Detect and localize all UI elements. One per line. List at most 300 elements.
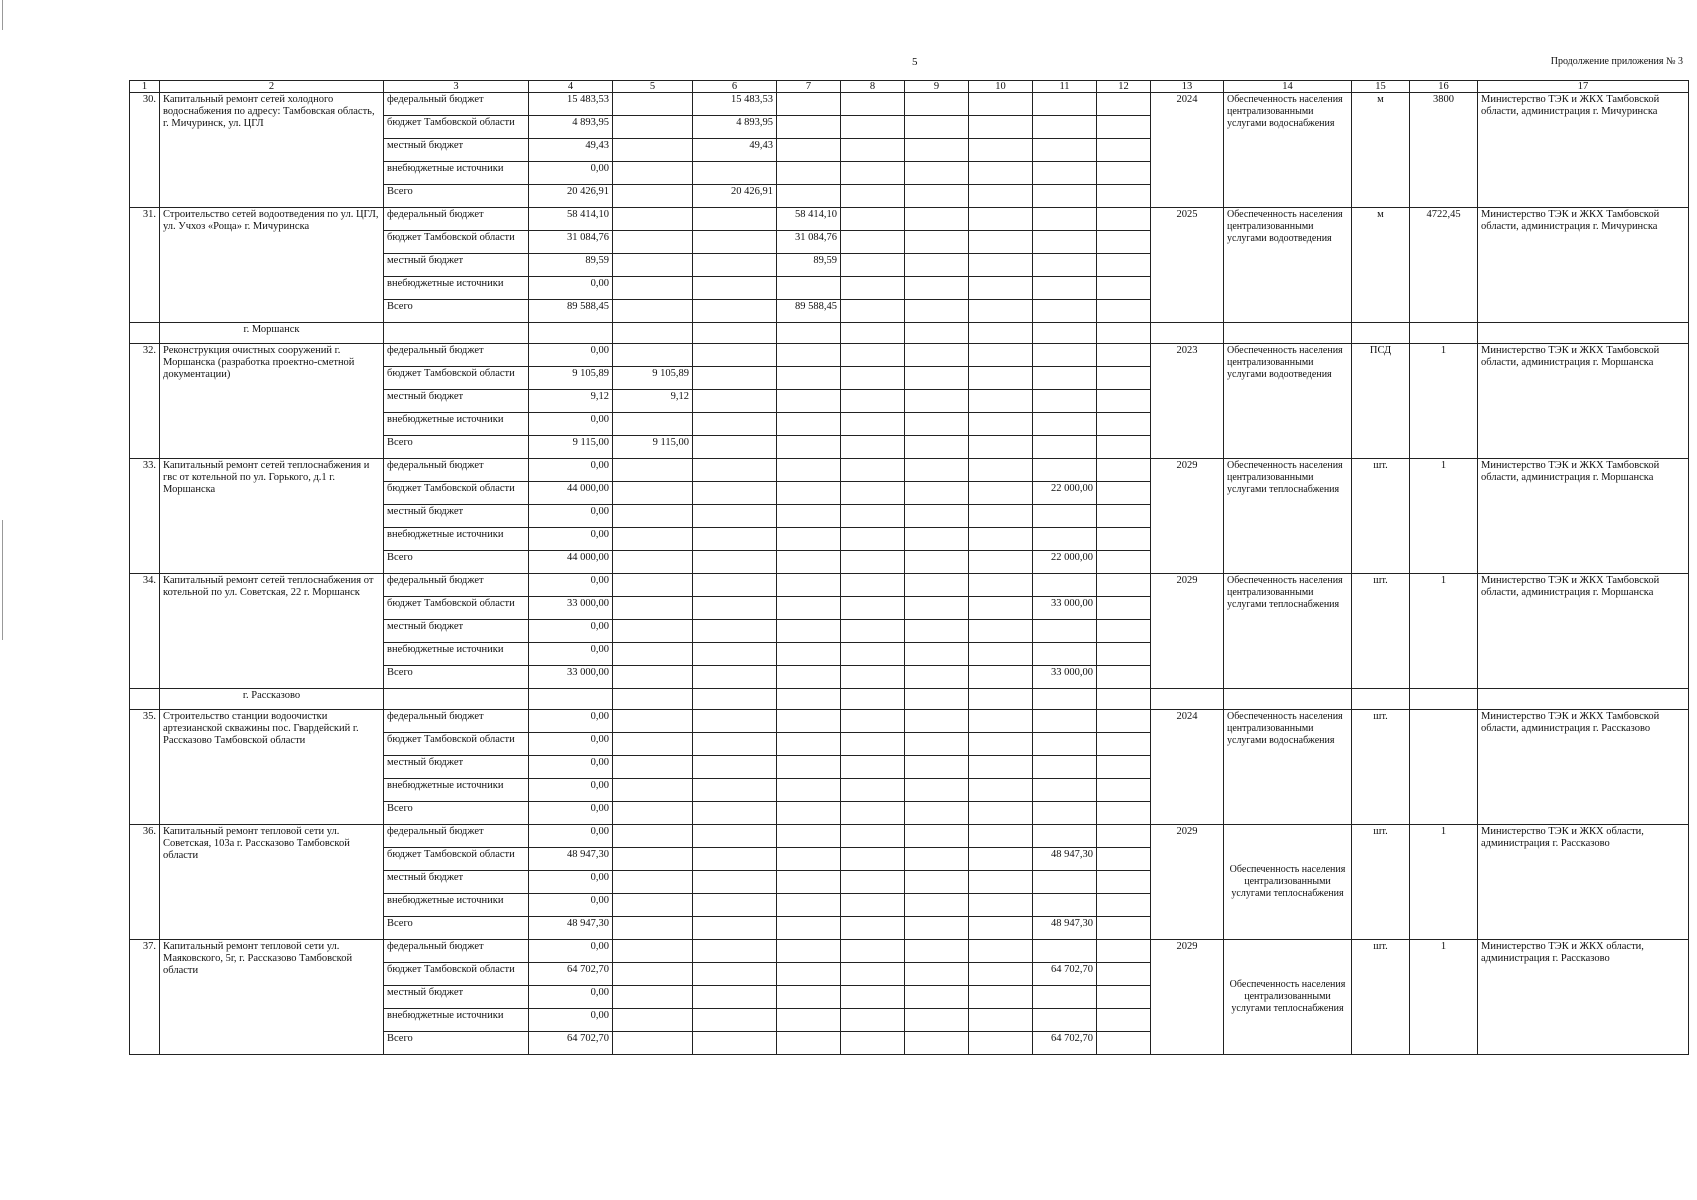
amount-col-12 (1097, 139, 1151, 162)
funding-source: федеральный бюджет (384, 940, 529, 963)
amount-col-7 (777, 390, 841, 413)
amount-col-6 (693, 300, 777, 323)
column-number-13: 13 (1151, 81, 1224, 93)
amount-col-10 (969, 620, 1033, 643)
executor: Министерство ТЭК и ЖКХ Тамбовской области, администрация г. Рассказово (1478, 710, 1689, 825)
empty-cell (613, 323, 693, 344)
amount-col-7 (777, 551, 841, 574)
empty-cell (1151, 323, 1224, 344)
amount-col-6 (693, 413, 777, 436)
amount-col-7 (777, 871, 841, 894)
amount-col-7 (777, 528, 841, 551)
amount-col-9 (905, 528, 969, 551)
amount-col-8 (841, 756, 905, 779)
amount-col-8 (841, 162, 905, 185)
unit: шт. (1352, 574, 1410, 689)
indicator: Обеспеченность населения централизованными услугами водоотведения (1224, 344, 1352, 459)
table-row (130, 459, 1689, 482)
amount-col-6 (693, 620, 777, 643)
amount-col-7 (777, 620, 841, 643)
city-heading: г. Моршанск (160, 323, 384, 344)
amount-col-10 (969, 986, 1033, 1009)
amount-col-10 (969, 459, 1033, 482)
amount-total: 9 105,89 (529, 367, 613, 390)
amount-col-10 (969, 643, 1033, 666)
amount-col-6: 49,43 (693, 139, 777, 162)
item-name: Строительство сетей водоотведения по ул. ЦГЛ, ул. Учхоз «Роща» г. Мичуринска (160, 208, 384, 323)
amount-col-9 (905, 185, 969, 208)
amount-col-12 (1097, 505, 1151, 528)
indicator-value: 1 (1410, 940, 1478, 1055)
table-row (130, 93, 1689, 116)
executor: Министерство ТЭК и ЖКХ области, администрация г. Рассказово (1478, 940, 1689, 1055)
amount-col-5: 9 105,89 (613, 367, 693, 390)
amount-col-6 (693, 254, 777, 277)
indicator: Обеспеченность населения централизованными услугами теплоснабжения (1224, 940, 1352, 1055)
amount-total: 15 483,53 (529, 93, 613, 116)
executor: Министерство ТЭК и ЖКХ Тамбовской области, администрация г. Моршанска (1478, 459, 1689, 574)
amount-col-7 (777, 1032, 841, 1055)
amount-col-5 (613, 505, 693, 528)
amount-col-6 (693, 756, 777, 779)
amount-total: 0,00 (529, 413, 613, 436)
amount-col-8 (841, 367, 905, 390)
amount-col-10 (969, 367, 1033, 390)
amount-col-8 (841, 940, 905, 963)
amount-col-11 (1033, 459, 1097, 482)
amount-col-7 (777, 940, 841, 963)
amount-total: 4 893,95 (529, 116, 613, 139)
amount-col-10 (969, 300, 1033, 323)
item-number: 30. (130, 93, 160, 208)
amount-col-11 (1033, 162, 1097, 185)
item-name: Капитальный ремонт тепловой сети ул. Маяковского, 5г, г. Рассказово Тамбовской области (160, 940, 384, 1055)
amount-col-6 (693, 436, 777, 459)
amount-col-8 (841, 894, 905, 917)
city-section-row (130, 323, 1689, 344)
amount-col-6 (693, 162, 777, 185)
amount-col-11 (1033, 574, 1097, 597)
amount-col-12 (1097, 367, 1151, 390)
amount-col-5 (613, 139, 693, 162)
amount-col-7 (777, 802, 841, 825)
amount-col-5 (613, 300, 693, 323)
header-row (130, 81, 1689, 93)
amount-col-7 (777, 963, 841, 986)
indicator-value: 1 (1410, 459, 1478, 574)
indicator-value: 1 (1410, 574, 1478, 689)
amount-col-12 (1097, 231, 1151, 254)
amount-col-7 (777, 597, 841, 620)
amount-col-5 (613, 871, 693, 894)
empty-cell (1224, 323, 1352, 344)
amount-col-7 (777, 756, 841, 779)
empty-cell (777, 689, 841, 710)
amount-col-12 (1097, 1032, 1151, 1055)
amount-total: 0,00 (529, 756, 613, 779)
executor: Министерство ТЭК и ЖКХ Тамбовской области, администрация г. Мичуринска (1478, 208, 1689, 323)
empty-cell (905, 323, 969, 344)
amount-col-8 (841, 1032, 905, 1055)
amount-total: 0,00 (529, 643, 613, 666)
amount-col-11 (1033, 208, 1097, 231)
amount-col-12 (1097, 413, 1151, 436)
item-number: 35. (130, 710, 160, 825)
funding-source: местный бюджет (384, 505, 529, 528)
funding-source: внебюджетные источники (384, 162, 529, 185)
amount-col-5 (613, 116, 693, 139)
table-body (130, 81, 1689, 1055)
amount-total: 0,00 (529, 574, 613, 597)
empty-cell (969, 323, 1033, 344)
table-row (130, 208, 1689, 231)
amount-col-10 (969, 116, 1033, 139)
executor: Министерство ТЭК и ЖКХ области, администрация г. Рассказово (1478, 825, 1689, 940)
amount-col-5 (613, 231, 693, 254)
amount-col-12 (1097, 917, 1151, 940)
amount-total: 48 947,30 (529, 917, 613, 940)
amount-total: 0,00 (529, 505, 613, 528)
amount-col-6 (693, 505, 777, 528)
amount-col-9 (905, 825, 969, 848)
amount-col-11 (1033, 436, 1097, 459)
scan-edge-mark (2, 0, 3, 30)
funding-source: внебюджетные источники (384, 528, 529, 551)
unit: шт. (1352, 459, 1410, 574)
amount-col-11 (1033, 733, 1097, 756)
empty-cell (1478, 323, 1689, 344)
unit: ПСД (1352, 344, 1410, 459)
empty-cell (1224, 689, 1352, 710)
indicator-value: 4722,45 (1410, 208, 1478, 323)
amount-col-5 (613, 917, 693, 940)
amount-col-10 (969, 277, 1033, 300)
amount-col-11 (1033, 413, 1097, 436)
amount-col-11 (1033, 894, 1097, 917)
amount-col-8 (841, 413, 905, 436)
amount-col-6 (693, 390, 777, 413)
amount-col-11 (1033, 344, 1097, 367)
amount-col-7 (777, 277, 841, 300)
amount-col-5 (613, 597, 693, 620)
amount-col-5: 9,12 (613, 390, 693, 413)
column-number-6: 6 (693, 81, 777, 93)
amount-col-6 (693, 779, 777, 802)
amount-col-9 (905, 277, 969, 300)
amount-total: 89,59 (529, 254, 613, 277)
amount-col-7 (777, 436, 841, 459)
funding-source: бюджет Тамбовской области (384, 367, 529, 390)
amount-col-12 (1097, 528, 1151, 551)
amount-col-12 (1097, 894, 1151, 917)
amount-col-12 (1097, 710, 1151, 733)
amount-total: 9 115,00 (529, 436, 613, 459)
amount-col-9 (905, 802, 969, 825)
amount-col-9 (905, 208, 969, 231)
amount-col-12 (1097, 848, 1151, 871)
amount-total: 0,00 (529, 1009, 613, 1032)
amount-col-7 (777, 710, 841, 733)
amount-col-9 (905, 963, 969, 986)
indicator-value (1410, 710, 1478, 825)
unit: м (1352, 208, 1410, 323)
amount-col-8 (841, 482, 905, 505)
amount-col-7 (777, 413, 841, 436)
empty-cell (529, 689, 613, 710)
empty-cell (384, 323, 529, 344)
funding-source: федеральный бюджет (384, 710, 529, 733)
executor: Министерство ТЭК и ЖКХ Тамбовской области, администрация г. Моршанска (1478, 574, 1689, 689)
amount-total: 58 414,10 (529, 208, 613, 231)
amount-col-11: 48 947,30 (1033, 917, 1097, 940)
amount-col-8 (841, 300, 905, 323)
column-number-15: 15 (1352, 81, 1410, 93)
amount-col-11: 33 000,00 (1033, 666, 1097, 689)
indicator-value: 3800 (1410, 93, 1478, 208)
indicator: Обеспеченность населения централизованными услугами водоснабжения (1224, 93, 1352, 208)
amount-col-10 (969, 574, 1033, 597)
amount-col-6 (693, 482, 777, 505)
amount-col-5 (613, 185, 693, 208)
amount-col-10 (969, 802, 1033, 825)
amount-col-5: 9 115,00 (613, 436, 693, 459)
amount-col-9 (905, 459, 969, 482)
amount-col-12 (1097, 93, 1151, 116)
empty-cell (1033, 323, 1097, 344)
item-number: 33. (130, 459, 160, 574)
amount-col-11 (1033, 710, 1097, 733)
amount-col-8 (841, 871, 905, 894)
completion-year: 2029 (1151, 940, 1224, 1055)
amount-col-11 (1033, 390, 1097, 413)
amount-col-10 (969, 1032, 1033, 1055)
table-row (130, 344, 1689, 367)
amount-col-7 (777, 733, 841, 756)
amount-col-11 (1033, 277, 1097, 300)
amount-col-5 (613, 1009, 693, 1032)
amount-col-10 (969, 779, 1033, 802)
amount-col-6: 20 426,91 (693, 185, 777, 208)
amount-col-7 (777, 162, 841, 185)
funding-source: федеральный бюджет (384, 208, 529, 231)
city-heading: г. Рассказово (160, 689, 384, 710)
amount-col-9 (905, 231, 969, 254)
program-table (129, 80, 1689, 1055)
amount-col-7 (777, 139, 841, 162)
amount-col-11 (1033, 871, 1097, 894)
amount-col-11 (1033, 940, 1097, 963)
amount-col-10 (969, 162, 1033, 185)
amount-col-5 (613, 779, 693, 802)
amount-col-6 (693, 733, 777, 756)
amount-col-11 (1033, 756, 1097, 779)
amount-col-7 (777, 666, 841, 689)
funding-source: Всего (384, 436, 529, 459)
column-number-2: 2 (160, 81, 384, 93)
amount-col-5 (613, 643, 693, 666)
unit: шт. (1352, 940, 1410, 1055)
amount-total: 0,00 (529, 802, 613, 825)
completion-year: 2023 (1151, 344, 1224, 459)
funding-source: местный бюджет (384, 871, 529, 894)
amount-col-11 (1033, 779, 1097, 802)
table-row (130, 940, 1689, 963)
amount-col-6 (693, 802, 777, 825)
indicator: Обеспеченность населения централизованными услугами теплоснабжения (1224, 825, 1352, 940)
amount-total: 0,00 (529, 528, 613, 551)
amount-col-10 (969, 848, 1033, 871)
amount-col-10 (969, 917, 1033, 940)
amount-total: 0,00 (529, 710, 613, 733)
amount-col-7 (777, 848, 841, 871)
amount-total: 20 426,91 (529, 185, 613, 208)
amount-col-6 (693, 528, 777, 551)
amount-col-11 (1033, 505, 1097, 528)
funding-source: внебюджетные источники (384, 413, 529, 436)
amount-total: 0,00 (529, 825, 613, 848)
indicator: Обеспеченность населения централизованными услугами теплоснабжения (1224, 574, 1352, 689)
amount-col-5 (613, 620, 693, 643)
amount-col-9 (905, 756, 969, 779)
amount-col-5 (613, 551, 693, 574)
amount-col-5 (613, 459, 693, 482)
item-number: 37. (130, 940, 160, 1055)
funding-source: Всего (384, 666, 529, 689)
amount-col-9 (905, 620, 969, 643)
amount-col-11 (1033, 254, 1097, 277)
amount-col-10 (969, 825, 1033, 848)
amount-col-8 (841, 505, 905, 528)
amount-col-7 (777, 367, 841, 390)
amount-total: 0,00 (529, 894, 613, 917)
amount-col-8 (841, 185, 905, 208)
amount-col-6 (693, 894, 777, 917)
amount-col-5 (613, 940, 693, 963)
funding-source: федеральный бюджет (384, 574, 529, 597)
amount-col-12 (1097, 436, 1151, 459)
amount-col-11: 64 702,70 (1033, 1032, 1097, 1055)
amount-col-8 (841, 802, 905, 825)
amount-col-10 (969, 344, 1033, 367)
amount-col-10 (969, 666, 1033, 689)
column-number-12: 12 (1097, 81, 1151, 93)
indicator-value: 1 (1410, 344, 1478, 459)
amount-col-10 (969, 710, 1033, 733)
table-row (130, 710, 1689, 733)
amount-col-8 (841, 986, 905, 1009)
amount-col-9 (905, 666, 969, 689)
funding-source: федеральный бюджет (384, 344, 529, 367)
amount-col-6 (693, 277, 777, 300)
amount-col-11: 22 000,00 (1033, 551, 1097, 574)
amount-col-10 (969, 597, 1033, 620)
amount-col-12 (1097, 963, 1151, 986)
unit: м (1352, 93, 1410, 208)
amount-total: 0,00 (529, 871, 613, 894)
amount-col-5 (613, 802, 693, 825)
completion-year: 2025 (1151, 208, 1224, 323)
amount-col-6 (693, 643, 777, 666)
empty-cell (1352, 689, 1410, 710)
amount-col-12 (1097, 574, 1151, 597)
amount-col-9 (905, 344, 969, 367)
amount-col-12 (1097, 390, 1151, 413)
amount-col-8 (841, 231, 905, 254)
indicator: Обеспеченность населения централизованными услугами водоснабжения (1224, 710, 1352, 825)
amount-col-9 (905, 597, 969, 620)
amount-col-9 (905, 986, 969, 1009)
amount-col-8 (841, 344, 905, 367)
amount-col-10 (969, 894, 1033, 917)
funding-source: Всего (384, 1032, 529, 1055)
amount-col-11 (1033, 825, 1097, 848)
amount-col-5 (613, 482, 693, 505)
amount-col-12 (1097, 482, 1151, 505)
empty-cell (130, 323, 160, 344)
amount-col-12 (1097, 551, 1151, 574)
amount-total: 0,00 (529, 162, 613, 185)
completion-year: 2029 (1151, 825, 1224, 940)
city-section-row (130, 689, 1689, 710)
amount-col-11 (1033, 231, 1097, 254)
column-number-8: 8 (841, 81, 905, 93)
amount-col-10 (969, 871, 1033, 894)
amount-total: 48 947,30 (529, 848, 613, 871)
amount-col-8 (841, 620, 905, 643)
amount-col-5 (613, 254, 693, 277)
item-name: Капитальный ремонт сетей теплоснабжения от котельной по ул. Советская, 22 г. Моршанск (160, 574, 384, 689)
empty-cell (613, 689, 693, 710)
amount-col-8 (841, 459, 905, 482)
amount-col-8 (841, 277, 905, 300)
amount-col-12 (1097, 779, 1151, 802)
amount-col-9 (905, 848, 969, 871)
amount-col-12 (1097, 643, 1151, 666)
amount-col-9 (905, 505, 969, 528)
amount-col-10 (969, 756, 1033, 779)
amount-col-5 (613, 710, 693, 733)
amount-col-12 (1097, 986, 1151, 1009)
funding-source: местный бюджет (384, 139, 529, 162)
funding-source: Всего (384, 185, 529, 208)
amount-col-5 (613, 162, 693, 185)
amount-total: 0,00 (529, 344, 613, 367)
amount-col-10 (969, 436, 1033, 459)
amount-col-9 (905, 436, 969, 459)
amount-total: 44 000,00 (529, 551, 613, 574)
column-number-3: 3 (384, 81, 529, 93)
amount-col-5 (613, 986, 693, 1009)
amount-col-9 (905, 710, 969, 733)
amount-col-7: 58 414,10 (777, 208, 841, 231)
amount-col-8 (841, 666, 905, 689)
empty-cell (777, 323, 841, 344)
amount-col-5 (613, 756, 693, 779)
item-number: 34. (130, 574, 160, 689)
amount-col-9 (905, 940, 969, 963)
amount-col-5 (613, 277, 693, 300)
empty-cell (1097, 323, 1151, 344)
funding-source: бюджет Тамбовской области (384, 733, 529, 756)
amount-col-6 (693, 710, 777, 733)
amount-col-7 (777, 482, 841, 505)
amount-col-12 (1097, 756, 1151, 779)
funding-source: Всего (384, 802, 529, 825)
amount-col-12 (1097, 802, 1151, 825)
amount-col-6 (693, 551, 777, 574)
amount-total: 9,12 (529, 390, 613, 413)
amount-col-11: 48 947,30 (1033, 848, 1097, 871)
